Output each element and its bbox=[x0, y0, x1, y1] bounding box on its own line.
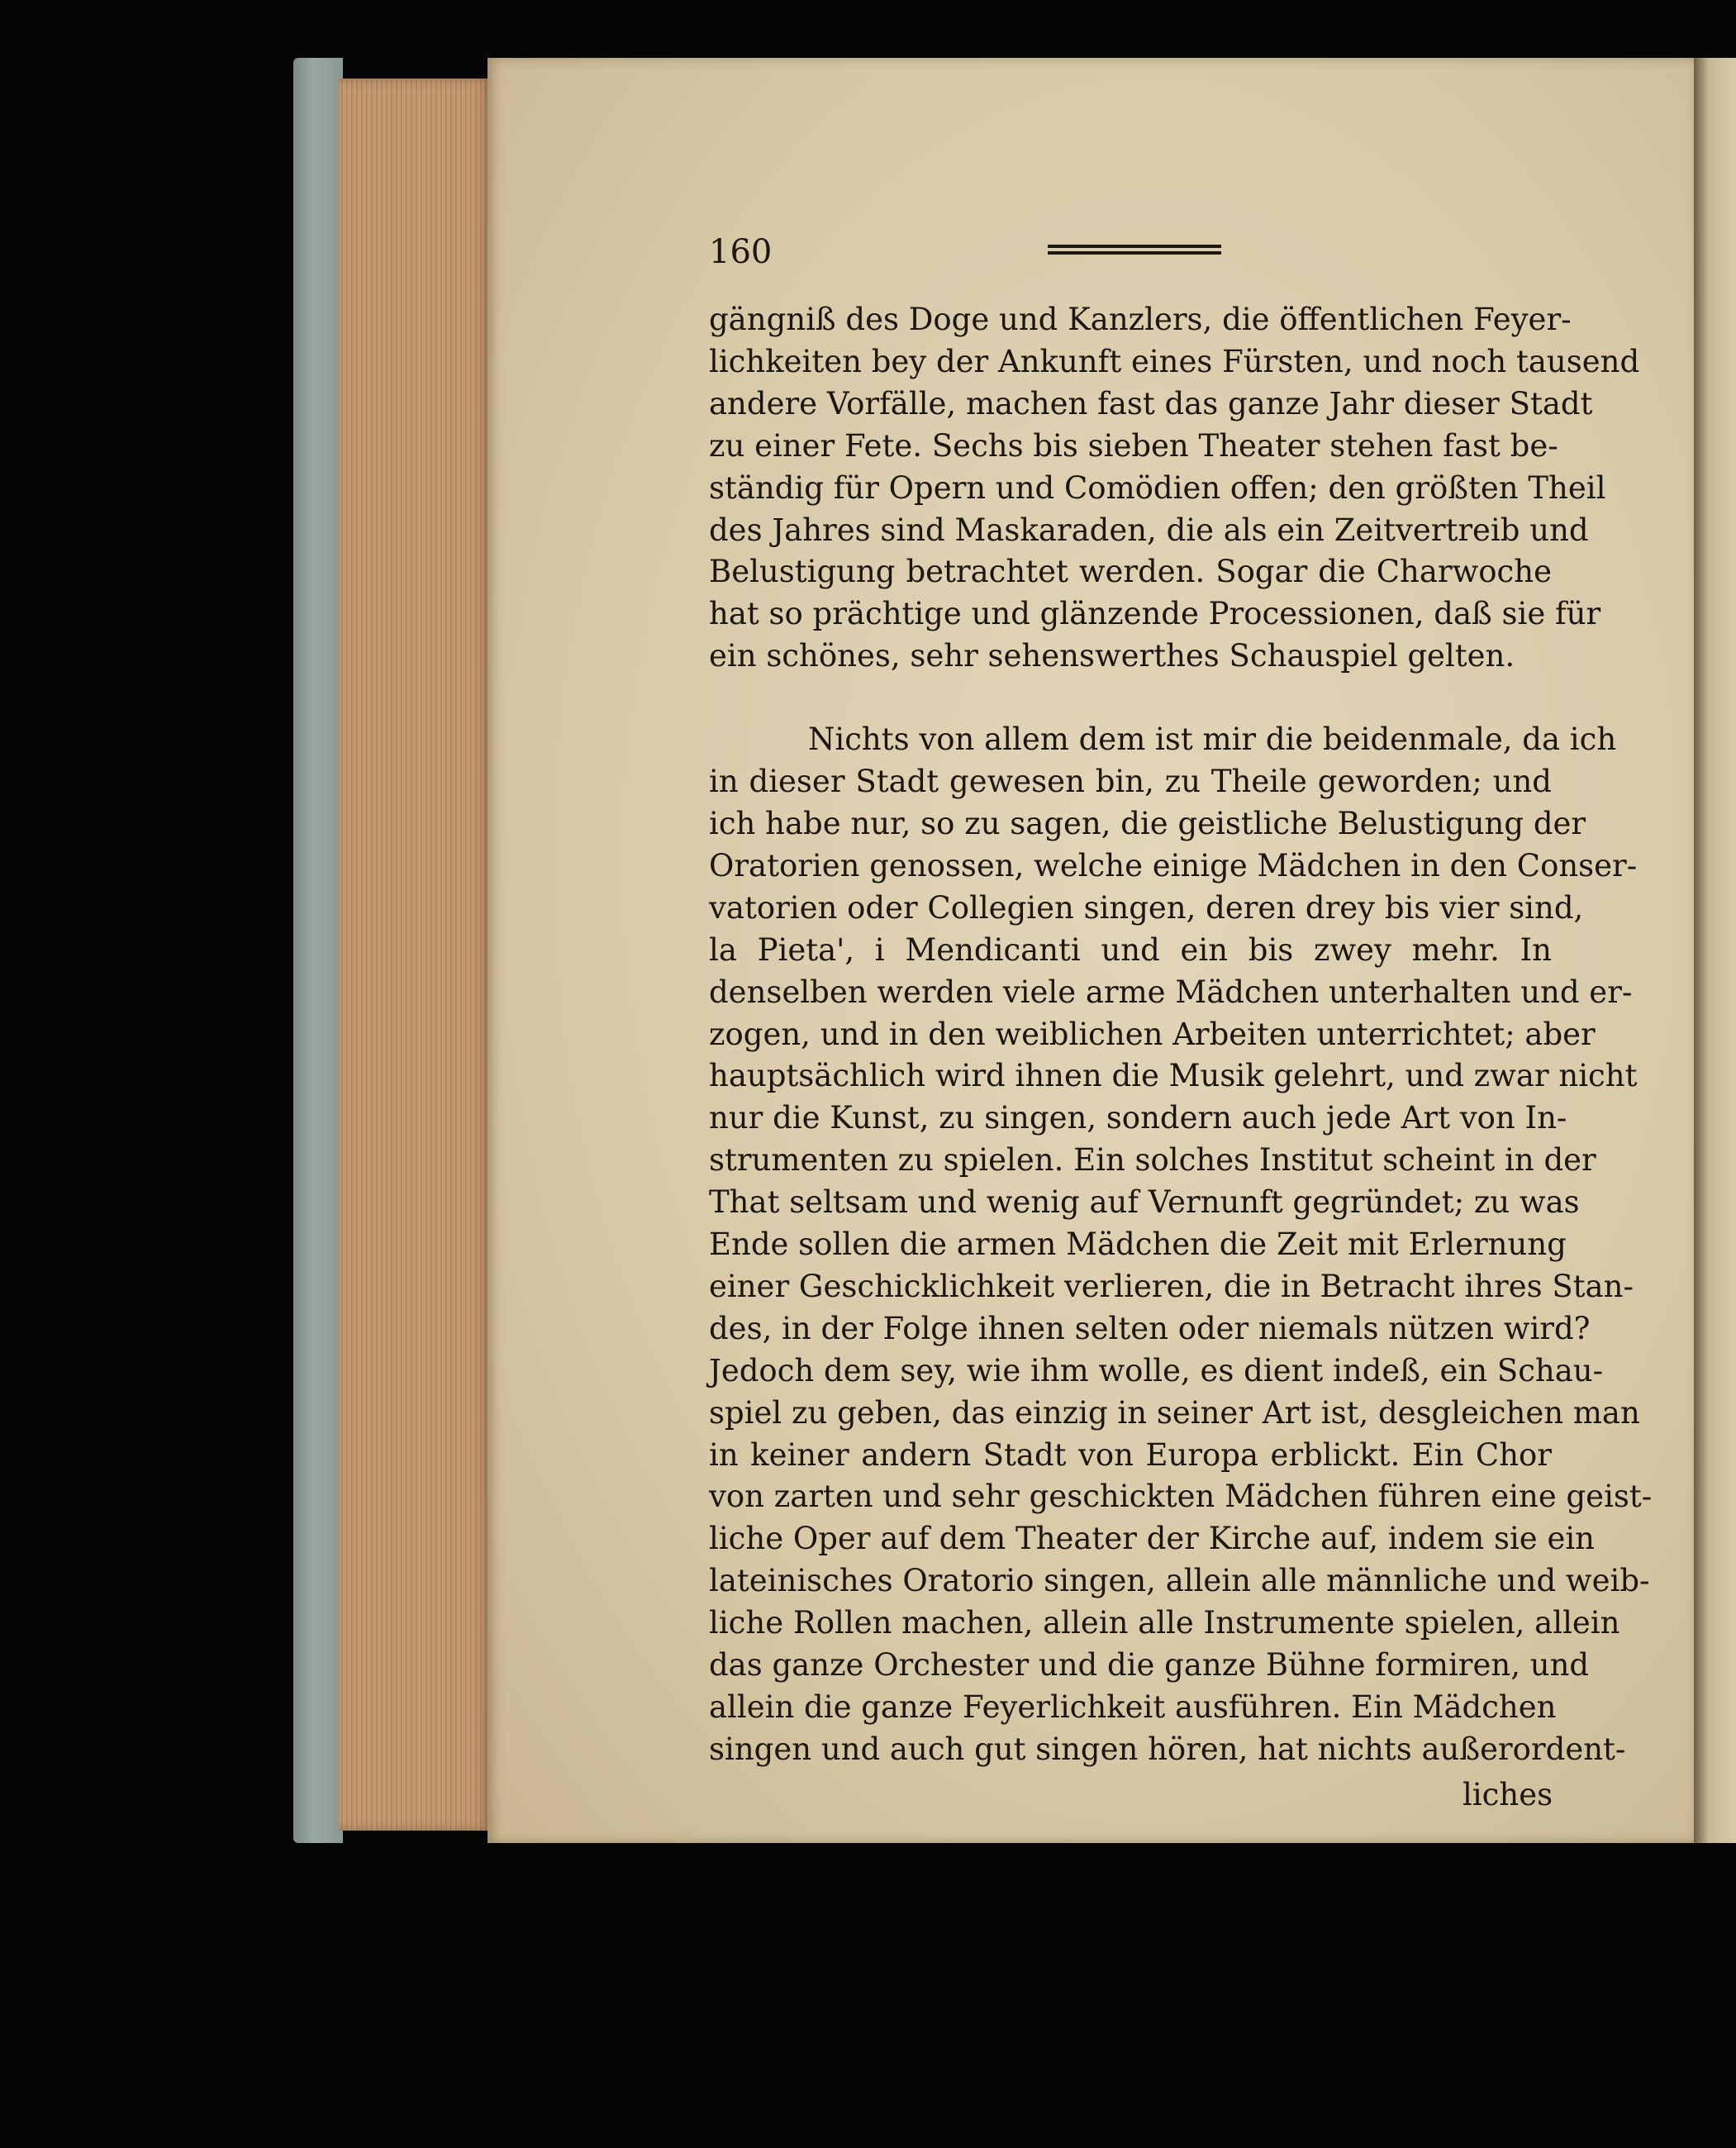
text-line: vatorien oder Collegien singen, deren drey bis vier sind, bbox=[709, 889, 1584, 926]
text-line: Oratorien genossen, welche einige Mädchen in den Conser- bbox=[709, 847, 1638, 883]
facing-page-edge bbox=[1694, 58, 1736, 1843]
text-line: spiel zu geben, das einzig in seiner Art ist, desgleichen man bbox=[709, 1394, 1640, 1431]
text-line: von zarten und sehr geschickten Mädchen führen eine geist- bbox=[709, 1479, 1653, 1515]
text-line: zu einer Fete. Sechs bis sieben Theater stehen fast be- bbox=[709, 427, 1558, 464]
text-line: ein schönes, sehr sehenswerthes Schauspiel gelten. bbox=[709, 638, 1515, 674]
text-line: des Jahres sind Maskaraden, die als ein Zeitvertreib und bbox=[709, 512, 1589, 548]
text-line: liche Oper auf dem Theater der Kirche auf, indem sie ein bbox=[709, 1521, 1596, 1557]
text-line: hauptsächlich wird ihnen die Musik gelehrt, und zwar nicht bbox=[709, 1058, 1638, 1094]
text-line: That seltsam und wenig auf Vernunft gegründet; zu was bbox=[709, 1184, 1580, 1221]
text-line: in keiner andern Stadt von Europa erblickt. Ein Chor bbox=[709, 1436, 1552, 1473]
text-line: Belustigung betrachtet werden. Sogar die Charwoche bbox=[709, 554, 1552, 590]
text-line: allein die ganze Feyerlichkeit ausführen. Ein Mädchen bbox=[709, 1689, 1557, 1725]
paragraph bbox=[709, 719, 1653, 1771]
text-line: lateinisches Oratorio singen, allein alle männliche und weib- bbox=[709, 1563, 1650, 1599]
text-line: einer Geschicklichkeit verlieren, die in Betracht ihres Stan- bbox=[709, 1268, 1634, 1304]
text-line: nur die Kunst, zu singen, sondern auch jede Art von In- bbox=[709, 1100, 1567, 1136]
text-line: singen und auch gut singen hören, hat nichts außerordent- bbox=[709, 1731, 1626, 1767]
text-line: lichkeiten bey der Ankunft eines Fürsten, und noch tausend bbox=[709, 343, 1640, 379]
text-line: Jedoch dem sey, wie ihm wolle, es dient indeß, ein Schau- bbox=[709, 1352, 1604, 1388]
text-line: andere Vorfälle, machen fast das ganze Jahr dieser Stadt bbox=[709, 385, 1593, 422]
text-line: hat so prächtige und glänzende Processionen, daß sie für bbox=[709, 596, 1601, 632]
text-line: denselben werden viele arme Mädchen unterhalten und er- bbox=[709, 974, 1633, 1010]
catchword: liches bbox=[1463, 1777, 1553, 1812]
paragraph-gap bbox=[709, 678, 1552, 719]
text-line: strumenten zu spielen. Ein solches Institut scheint in der bbox=[709, 1142, 1596, 1179]
page-edges bbox=[339, 79, 492, 1831]
paragraph bbox=[709, 299, 1640, 678]
text-line: ständig für Opern und Comödien offen; den größten Theil bbox=[709, 469, 1606, 506]
text-line: la Pieta', i Mendicanti und ein bis zwey mehr. In bbox=[709, 931, 1552, 968]
text-line: des, in der Folge ihnen selten oder niemals nützen wird? bbox=[709, 1310, 1591, 1346]
text-line: zogen, und in den weiblichen Arbeiten unterrichtet; aber bbox=[709, 1016, 1596, 1052]
text-line: Ende sollen die armen Mädchen die Zeit mit Erlernung bbox=[709, 1226, 1567, 1263]
text-line: ich habe nur, so zu sagen, die geistliche Belustigung der bbox=[709, 805, 1586, 841]
body-text bbox=[709, 299, 1653, 1771]
text-line: Nichts von allem dem ist mir die beidenmale, da ich bbox=[808, 722, 1617, 758]
page-number: 160 bbox=[709, 233, 773, 271]
header-rule bbox=[1048, 245, 1221, 248]
text-line: in dieser Stadt gewesen bin, zu Theile geworden; und bbox=[709, 764, 1552, 800]
text-line: liche Rollen machen, allein alle Instrumente spielen, allein bbox=[709, 1605, 1620, 1641]
text-line: das ganze Orchester und die ganze Bühne formiren, und bbox=[709, 1647, 1590, 1684]
book-cover bbox=[293, 58, 343, 1843]
text-line: gängniß des Doge und Kanzlers, die öffentlichen Feyer- bbox=[709, 302, 1572, 337]
page-header bbox=[709, 233, 1618, 283]
